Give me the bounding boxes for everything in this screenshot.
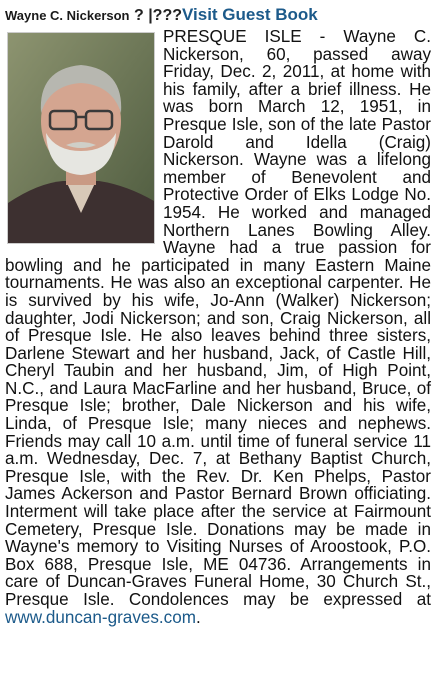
portrait-photo-icon xyxy=(8,33,154,243)
visit-guest-book-link[interactable]: Visit Guest Book xyxy=(181,5,318,24)
header-glyphs: ? |??? xyxy=(133,7,182,24)
portrait-photo xyxy=(7,32,155,244)
deceased-name: Wayne C. Nickerson xyxy=(5,8,130,23)
obituary-body: PRESQUE ISLE - Wayne C. Nickerson, 60, passed away Friday, Dec. 2, 2011, at home with his family, after a brief illness. He was born March 12, 1951, in Presque Isle, son of the late Pastor Darold and Idella (Craig) Nickerson. Wayne was a lifelong member of Benevolent and Protective Order of Elks Lodge No. 1954. He worked and managed Northern Lanes Bowling Alley. Wayne had a true passion for bowling and he participated in many Eastern Maine tournaments. He was also an exceptional carpenter. He is survived by his wife, Jo-Ann (Walker) Nickerson; daughter, Jodi Nickerson; and son, Craig Nickerson, all of Presque Isle. He also leaves behind three sisters, Darlene Stewart and her husband, Jack, of Castle Hill, Cheryl Taubin and her husband, Jim, of High Point, N.C., and Laura MacFarline and her husband, Bruce, of Presque Isle; brother, Dale Nickerson and his wife, Linda, of Presque Isle; many nieces and nephews. Friends may call 10 a.m. until time of funeral service 11 a.m. Wednesday, Dec. 7, at Bethany Baptist Church, Presque Isle, with the Rev. Dr. Ken Phelps, Pastor James Ackerson and Pastor Bernard Brown officiating. Interment will take place after the service at Fairmount Cemetery, Presque Isle. Donations may be made in Wayne's memory to Visiting Nurses of Aroostook, P.O. Box 688, Presque Isle, ME 04736. Arrangements in care of Duncan-Graves Funeral Home, 30 Church St., Presque Isle. Condolences may be expressed at xyxy=(5,27,431,609)
header xyxy=(5,2,431,28)
obituary-end: . xyxy=(195,607,201,627)
funeral-home-link[interactable]: www.duncan-graves.com xyxy=(5,607,196,627)
